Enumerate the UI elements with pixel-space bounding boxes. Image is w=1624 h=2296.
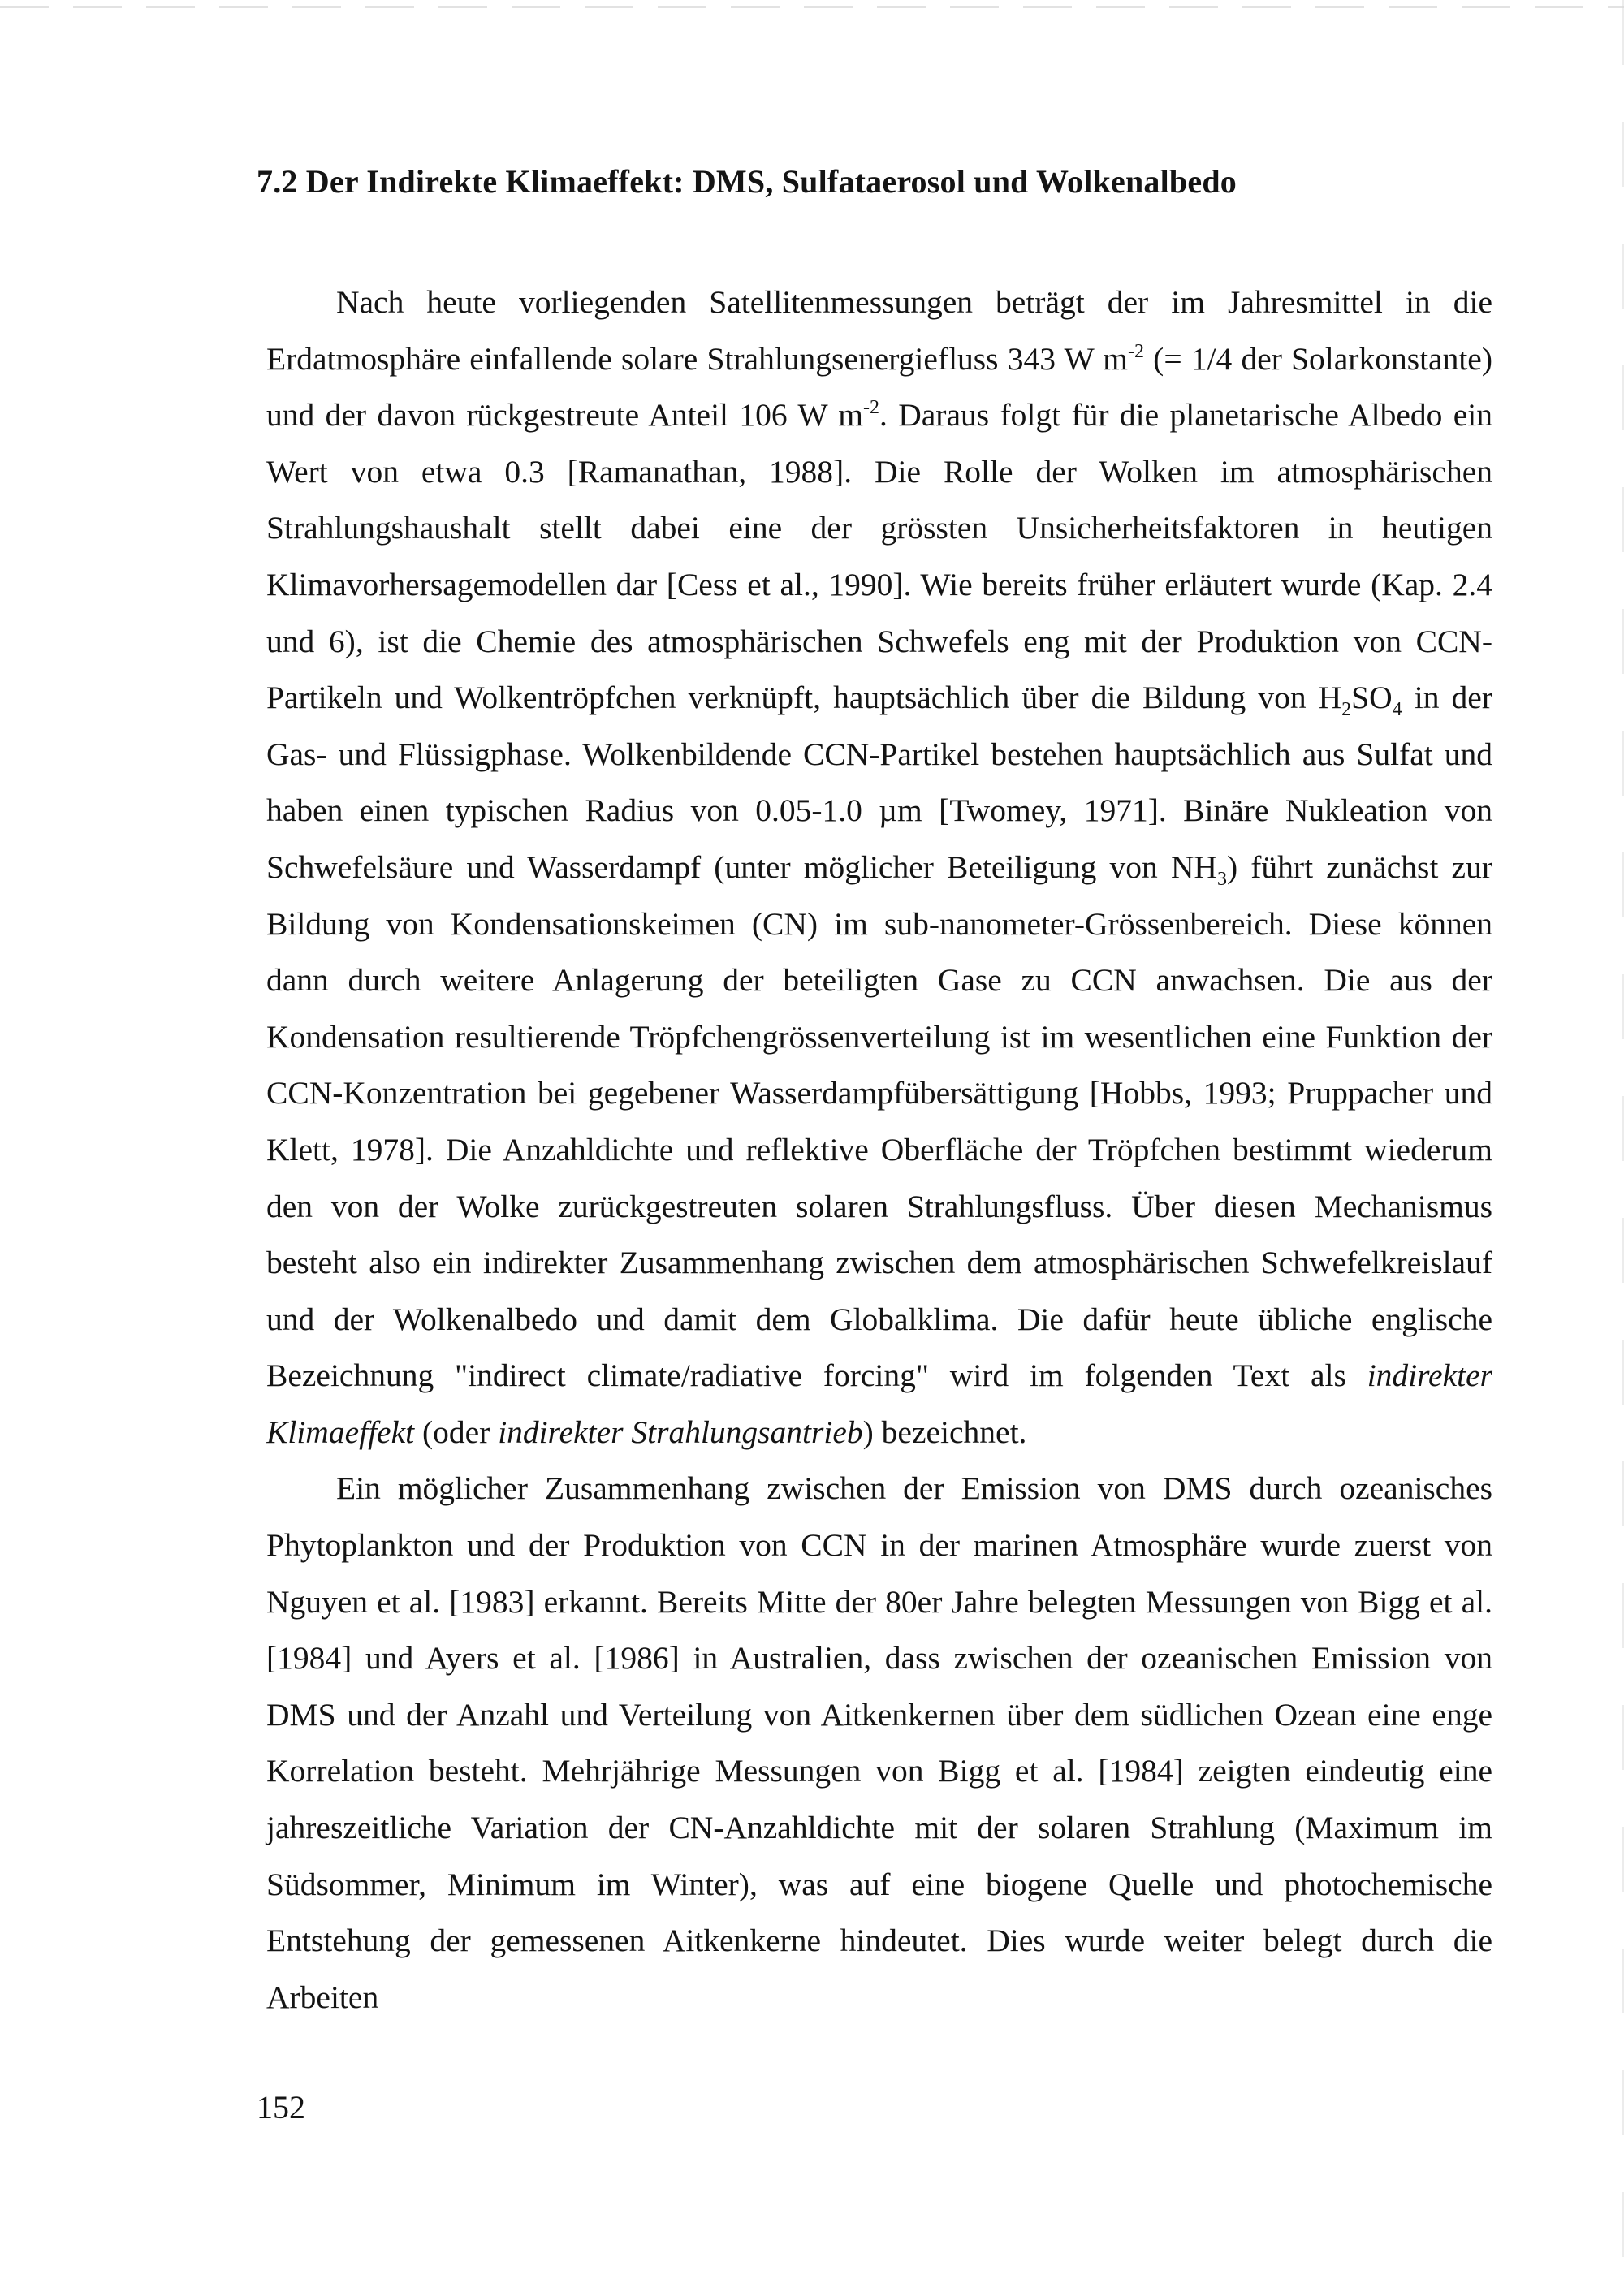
- paragraph-1: [266, 274, 1492, 1461]
- superscript-exponent: -2: [1127, 340, 1144, 362]
- subscript-index: 3: [1216, 868, 1227, 890]
- paragraph-1-text-7: (oder: [414, 1413, 499, 1450]
- paragraph-1-text-2: (= 1/4 der Solarkonstante) und der davon rückgestreute Anteil 106 W m: [266, 340, 1492, 434]
- paragraph-2: Ein möglicher Zusammenhang zwischen der Emission von DMS durch ozeanisches Phytoplankton und der Produktion von CCN in der marinen Atmosphäre wurde zuerst von Nguyen et al. [1983] erkannt. Bereits Mitte der 80er Jahre belegten Messungen von Bigg et al. [1984] und Ayers et al. [1986] in Australien, dass zwischen der ozeanischen Emission von DMS und der Anzahl und Verteilung von Aitkenkernen über dem südlichen Ozean eine enge Korrelation besteht. Mehrjährige Messungen von Bigg et al. [1984] zeigten eindeutig eine jahreszeitliche Variation der CN-Anzahldichte mit der solaren Strahlung (Maximum im Südsommer, Minimum im Winter), was auf eine biogene Quelle und photochemische Entstehung der gemessenen Aitkenkerne hindeutet. Dies wurde weiter belegt durch die Arbeiten: [266, 1470, 1492, 2015]
- page-number: 152: [257, 2089, 305, 2126]
- italic-term: indirekter Strahlungsantrieb: [498, 1413, 863, 1450]
- paragraph-1-text-8: ) bezeichnet.: [862, 1413, 1027, 1450]
- italic-term: indirekter Klimaeffekt: [266, 1357, 1492, 1450]
- scan-edge-top: [0, 6, 1624, 8]
- body-text: [266, 274, 1492, 2026]
- paragraph-1-text-1: Nach heute vorliegenden Satellitenmessungen beträgt der im Jahresmittel in die Erdatmosphäre einfallende solare Strahlungsenergiefluss 343 W m: [266, 284, 1492, 377]
- section-heading: 7.2 Der Indirekte Klimaeffekt: DMS, Sulfataerosol und Wolkenalbedo: [257, 163, 1237, 200]
- paragraph-1-text-5: in der Gas- und Flüssigphase. Wolkenbildende CCN-Partikel bestehen hauptsächlich aus Sulfat und haben einen typischen Radius von 0.05-1.0 µm [Twomey, 1971]. Binäre Nukleation von Schwefelsäure und Wasserdampf (unter möglicher Beteiligung von NH: [266, 680, 1492, 885]
- subscript-index: 2: [1341, 699, 1352, 721]
- subscript-index: 4: [1392, 699, 1402, 721]
- paragraph-1-text-4: SO: [1351, 680, 1393, 716]
- paragraph-1-text-3: . Daraus folgt für die planetarische Albedo ein Wert von etwa 0.3 [Ramanathan, 1988]. Die Rolle der Wolken im atmosphärischen Strahlungshaushalt stellt dabei eine der grössten Unsicherheitsfaktoren in heutigen Klimavorhersagemodellen dar [Cess et al., 1990]. Wie bereits früher erläutert wurde (Kap. 2.4 und 6), ist die Chemie des atmosphärischen Schwefels eng mit der Produktion von CCN-Partikeln und Wolkentröpfchen verknüpft, hauptsächlich über die Bildung von H: [266, 397, 1493, 716]
- superscript-exponent: -2: [863, 397, 879, 419]
- paragraph-1-text-6: ) führt zunächst zur Bildung von Kondensationskeimen (CN) im sub-nanometer-Grössenbereich. Diese können dann durch weitere Anlagerung der beteiligten Gase zu CCN anwachsen. Die aus der Kondensation resultierende Tröpfchengrössenverteilung ist im wesentlichen eine Funktion der CCN-Konzentration bei gegebener Wasserdampfübersättigung [Hobbs, 1993; Pruppacher und Klett, 1978]. Die Anzahldichte und reflektive Oberfläche der Tröpfchen bestimmt wiederum den von der Wolke zurückgestreuten solaren Strahlungsfluss. Über diesen Mechanismus besteht also ein indirekter Zusammenhang zwischen dem atmosphärischen Schwefelkreislauf und der Wolkenalbedo und damit dem Globalklima. Die dafür heute übliche englische Bezeichnung "indirect climate/radiative forcing" wird im folgenden Text als: [266, 848, 1492, 1394]
